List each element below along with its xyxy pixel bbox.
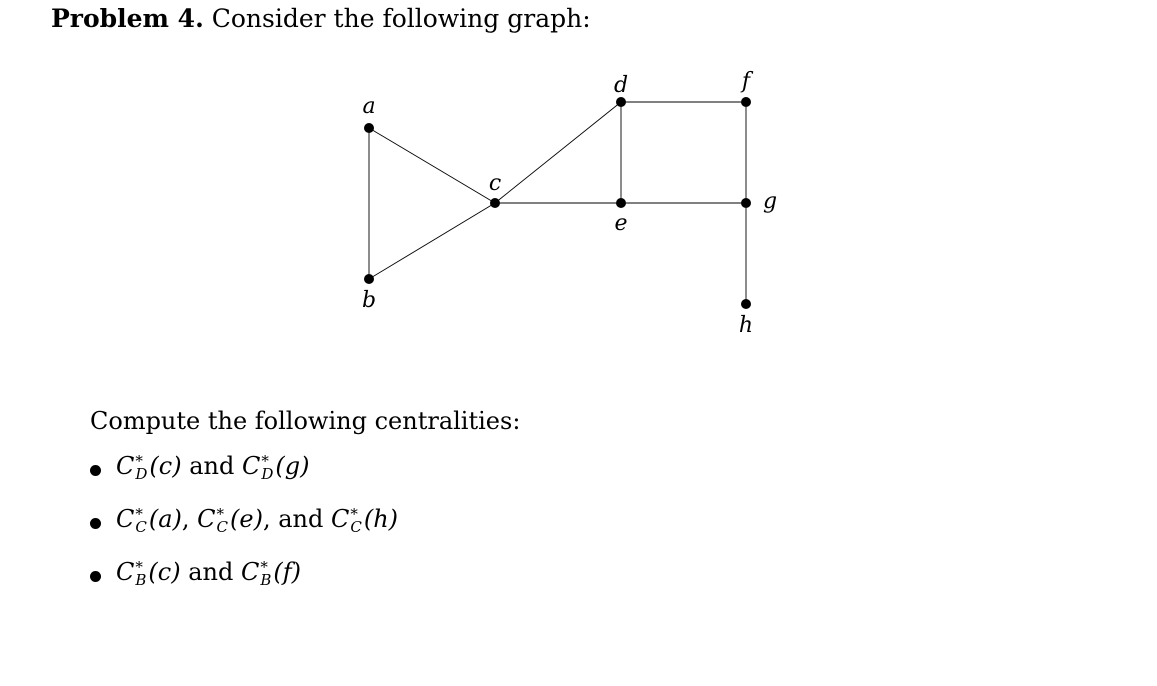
list-item-text <box>116 558 301 587</box>
vertex-label-c: c <box>488 171 502 196</box>
centrality-argument: (c) <box>148 558 181 586</box>
centrality-superscript: * <box>260 557 268 576</box>
vertex-g <box>741 198 751 208</box>
vertex-c <box>490 198 500 208</box>
centrality-expression <box>116 557 181 589</box>
centrality-superscript: * <box>135 451 143 470</box>
list-item <box>90 558 398 611</box>
list-item-text <box>116 505 398 534</box>
centrality-argument: (h) <box>363 505 399 533</box>
centrality-expression <box>116 451 182 483</box>
problem-statement: Consider the following graph: <box>211 4 591 33</box>
centrality-argument: (c) <box>149 452 182 480</box>
centrality-symbol: C <box>116 452 135 480</box>
list-item-text <box>116 452 309 481</box>
vertex-d <box>616 97 626 107</box>
centrality-symbol: C <box>330 505 350 533</box>
centrality-subscript: C <box>216 517 229 536</box>
vertex-label-e: e <box>614 211 628 236</box>
centrality-list <box>90 452 398 611</box>
centrality-expression <box>330 504 399 536</box>
centrality-argument: (g) <box>275 452 310 480</box>
centrality-symbol: C <box>116 505 135 533</box>
bullet-icon <box>90 571 101 582</box>
vertex-label-d: d <box>613 73 629 98</box>
centrality-superscript: * <box>135 557 143 576</box>
centrality-expression <box>197 504 263 536</box>
edge-b-c <box>369 203 495 279</box>
centrality-superscript: * <box>350 504 358 523</box>
centrality-subscript: D <box>135 464 148 483</box>
centrality-subscript: C <box>135 517 147 536</box>
connector-text: and <box>181 452 242 480</box>
vertex-h <box>741 299 751 309</box>
list-item <box>90 452 398 505</box>
list-item <box>90 505 398 558</box>
centrality-symbol: C <box>197 505 216 533</box>
vertex-a <box>364 123 374 133</box>
vertex-label-f: f <box>741 69 751 94</box>
centralities-intro: Compute the following centralities: <box>90 407 521 435</box>
centrality-superscript: * <box>261 451 269 470</box>
problem-label: Problem 4. <box>51 4 204 33</box>
centrality-subscript: D <box>261 464 274 483</box>
centrality-argument: (a) <box>148 505 182 533</box>
edge-a-c <box>369 128 495 203</box>
vertex-f <box>741 97 751 107</box>
centrality-expression <box>116 504 182 536</box>
vertex-label-b: b <box>361 288 377 313</box>
bullet-icon <box>90 518 101 529</box>
centrality-argument: (f) <box>273 558 301 586</box>
bullet-icon <box>90 465 101 476</box>
connector-text: and <box>180 558 241 586</box>
edge-c-d <box>495 102 621 203</box>
centrality-subscript: B <box>260 570 272 589</box>
vertex-b <box>364 274 374 284</box>
centrality-symbol: C <box>116 558 135 586</box>
centrality-symbol: C <box>241 452 261 480</box>
centrality-expression <box>240 557 301 589</box>
vertex-label-h: h <box>738 313 754 338</box>
centrality-subscript: C <box>350 517 362 536</box>
centrality-expression <box>241 451 310 483</box>
centrality-subscript: B <box>135 570 147 589</box>
connector-text: , <box>181 505 198 533</box>
vertex-label-g: g <box>762 189 778 214</box>
centrality-argument: (e) <box>230 505 263 533</box>
centrality-superscript: * <box>135 504 143 523</box>
centrality-superscript: * <box>216 504 225 523</box>
connector-text: , and <box>262 505 331 533</box>
vertex-label-a: a <box>362 94 376 119</box>
vertex-e <box>616 198 626 208</box>
centrality-symbol: C <box>240 558 260 586</box>
